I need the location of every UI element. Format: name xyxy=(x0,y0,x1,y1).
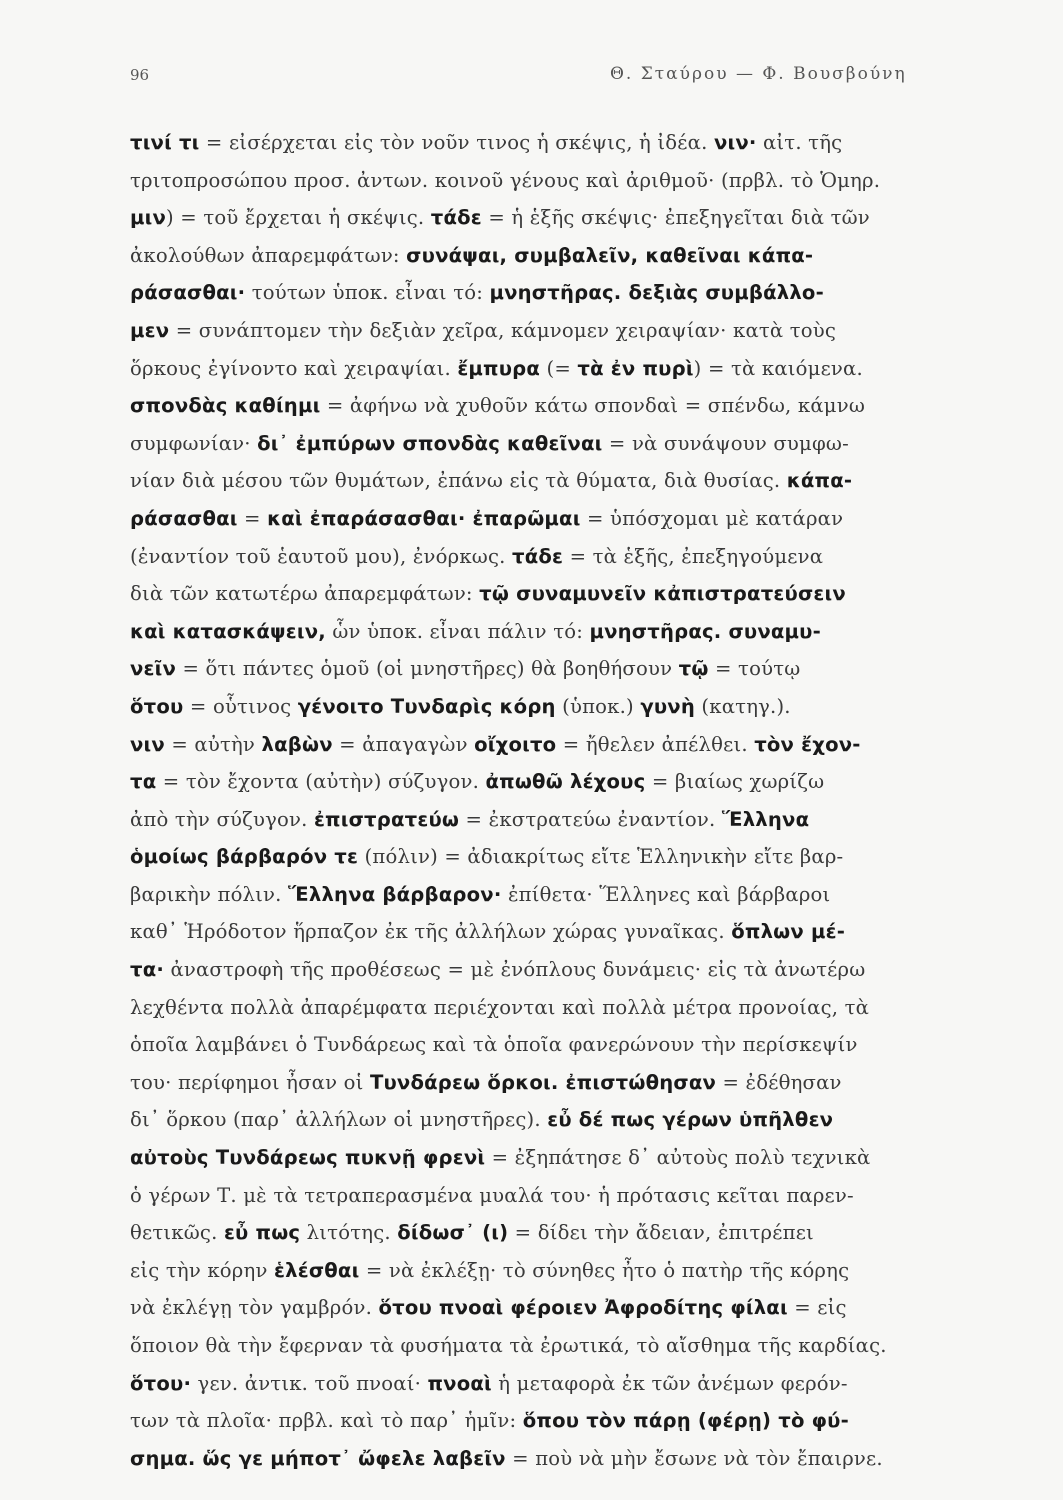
lemma-term: νεῖν xyxy=(130,657,177,681)
lemma-term: σημα. ὥς γε μήποτ᾽ ὤφελε λαβεῖν xyxy=(130,1446,506,1470)
text-line xyxy=(130,462,995,500)
text-line xyxy=(130,312,995,350)
lemma-term: μεν xyxy=(130,318,170,342)
lemma-term: ἀπωθῶ λέχους xyxy=(485,770,646,794)
gloss-text: = ὑπόσχομαι μὲ κατάραν xyxy=(580,506,844,530)
lemma-term: ὅπου τὸν πάρῃ (φέρῃ) τὸ φύ- xyxy=(522,1409,849,1433)
lemma-term: μιν xyxy=(130,206,166,230)
gloss-text: των τὰ πλοῖα· πρβλ. καὶ τὸ παρ᾽ ἡμῖν: xyxy=(130,1409,523,1433)
gloss-text: ἡ μεταφορὰ ἐκ τῶν ἀνέμων φερόν- xyxy=(491,1371,848,1395)
lemma-term: τα xyxy=(130,770,157,794)
gloss-text: θετικῶς. xyxy=(130,1221,224,1245)
lemma-term: τάδε xyxy=(430,206,482,230)
text-line xyxy=(130,274,995,312)
lemma-term: λαβὼν xyxy=(261,732,333,756)
gloss-text: ὅρκους ἐγίνοντο καὶ χειραψίαι. xyxy=(130,356,458,380)
lemma-term: αὐτοὺς Τυνδάρεως πυκνῇ φρενὶ xyxy=(130,1146,486,1170)
gloss-text: (ὑποκ.) xyxy=(555,694,641,718)
gloss-text: νὰ ἐκλέγῃ τὸν γαμβρόν. xyxy=(130,1296,379,1320)
text-line xyxy=(130,387,995,425)
text-line xyxy=(130,350,995,388)
lemma-term: εὖ δέ πως γέρων ὑπῆλθεν xyxy=(547,1108,834,1132)
gloss-text: ὁποῖα λαμβάνει ὁ Τυνδάρεως καὶ τὰ ὁποῖα φανερώνουν τὴν περίσκεψίν xyxy=(130,1033,858,1057)
gloss-text: = ὅτι πάντες ὁμοῦ (οἱ μνηστῆρες) θὰ βοηθήσουν xyxy=(176,657,679,681)
gloss-text: = ἐξηπάτησε δ᾽ αὐτοὺς πολὺ τεχνικὰ xyxy=(485,1146,871,1170)
lemma-term: ἐπιστρατεύω xyxy=(313,807,460,831)
lemma-term: ὁμοίως βάρβαρόν τε xyxy=(130,845,359,869)
gloss-text: ὁ γέρων Τ. μὲ τὰ τετραπερασμένα μυαλά του· ἡ πρότασις κεῖται παρεν- xyxy=(130,1183,854,1207)
lemma-term: τάδε xyxy=(512,544,564,568)
gloss-text: λιτότης. xyxy=(300,1221,398,1245)
gloss-text: = ποὺ νὰ μὴν ἔσωνε νὰ τὸν ἔπαιρνε. xyxy=(505,1446,883,1470)
gloss-text: ἀναστροφὴ τῆς προθέσεως = μὲ ἐνόπλους δυνάμεις· εἰς τὰ ἀνωτέρω xyxy=(164,958,866,982)
gloss-text: = ἡ ἑξῆς σκέψις· ἐπεξηγεῖται διὰ τῶν xyxy=(481,206,870,230)
text-line xyxy=(130,237,995,275)
gloss-text: (ἐναντίον τοῦ ἑαυτοῦ μου), ἐνόρκως. xyxy=(130,544,513,568)
gloss-text: = εἰσέρχεται εἰς τὸν νοῦν τινος ἡ σκέψις, ἡ ἰδέα. xyxy=(199,131,714,154)
gloss-text: = τὸν ἔχοντα (αὐτὴν) σύζυγον. xyxy=(156,770,486,794)
lemma-term: μνηστῆρας. δεξιὰς συμβάλλο- xyxy=(489,281,824,305)
text-line xyxy=(130,1139,995,1177)
gloss-text: ὅποιον θὰ τὴν ἔφερναν τὰ φυσήματα τὰ ἐρωτικά, τὸ αἴσθημα τῆς καρδίας. xyxy=(130,1334,887,1357)
text-line xyxy=(130,1214,995,1252)
lemma-term: γένοιτο Τυνδαρὶς κόρη xyxy=(297,694,556,718)
text-line xyxy=(130,538,995,576)
text-line xyxy=(130,1101,995,1139)
gloss-text: = συνάπτομεν τὴν δεξιὰν χεῖρα, κάμνομεν χειραψίαν· κατὰ τοὺς xyxy=(169,318,837,342)
text-line xyxy=(130,838,995,876)
text-line xyxy=(130,801,995,839)
text-line xyxy=(130,124,995,162)
lemma-term: οἴχοιτο xyxy=(474,732,557,756)
gloss-text: ἀκολούθων ἀπαρεμφάτων: xyxy=(130,243,407,267)
page-header xyxy=(130,48,990,88)
lemma-term: ὅτου· xyxy=(130,1371,192,1395)
lemma-term: ὅτου xyxy=(130,694,184,718)
text-line xyxy=(130,1064,995,1102)
lemma-term: ράσασθαι xyxy=(130,506,238,530)
lemma-term: καὶ κατασκάψειν, xyxy=(130,619,326,643)
gloss-text: (πόλιν) = ἀδιακρίτως εἴτε Ἑλληνικὴν εἴτε βαρ- xyxy=(358,845,844,869)
lemma-term: δι᾽ ἐμπύρων σπονδὰς καθεῖναι xyxy=(257,431,603,455)
gloss-text: = xyxy=(237,506,268,530)
text-line xyxy=(130,575,995,613)
gloss-text: τούτων ὑποκ. εἶναι τό: xyxy=(245,281,490,305)
lemma-term: τὸν ἔχον- xyxy=(754,732,861,756)
lemma-term: τῷ συναμυνεῖν κἀπιστρατεύσειν xyxy=(479,582,846,606)
text-line xyxy=(130,951,995,989)
running-head: Θ. Σταύρου — Φ. Βουσβούνη xyxy=(610,64,907,84)
gloss-text: ἐπίθετα· Ἕλληνες καὶ βάρβαροι xyxy=(501,882,831,906)
text-line xyxy=(130,913,995,951)
page-number: 96 xyxy=(130,66,150,84)
gloss-text: τριτοπροσώπου προσ. ἀντων. κοινοῦ γένους καὶ ἀριθμοῦ· (πρβλ. τὸ Ὁμηρ. xyxy=(130,168,881,192)
gloss-text: ) = τὰ καιόμενα. xyxy=(693,356,863,380)
lemma-term: Τυνδάρεω ὅρκοι. ἐπιστώθησαν xyxy=(369,1070,717,1094)
lemma-term: πνοαὶ xyxy=(427,1371,492,1395)
commentary-body xyxy=(130,124,995,1477)
gloss-text: = ἐδέθησαν xyxy=(716,1070,842,1094)
lemma-term: σπονδὰς καθίημι xyxy=(130,394,321,418)
gloss-text: = ἀπαγαγὼν xyxy=(332,732,475,756)
text-line xyxy=(130,876,995,914)
lemma-term: τῷ xyxy=(678,657,709,681)
gloss-text: (κατηγ.). xyxy=(695,694,791,718)
text-line xyxy=(130,989,995,1027)
gloss-text: ἀπὸ τὴν σύζυγον. xyxy=(130,807,314,831)
lemma-term: συνάψαι, συμβαλεῖν, καθεῖναι κάπα- xyxy=(406,243,814,267)
gloss-text: βαρικὴν πόλιν. xyxy=(130,882,289,906)
gloss-text: = ἐκστρατεύω ἐναντίον. xyxy=(459,807,722,831)
lemma-term: γυνὴ xyxy=(640,694,695,718)
gloss-text: δι᾽ ὅρκου (παρ᾽ ἀλλήλων οἱ μνηστῆρες). xyxy=(130,1108,548,1132)
lemma-term: Ἕλληνα xyxy=(721,807,810,831)
lemma-term: ἑλέσθαι xyxy=(274,1258,360,1282)
text-line xyxy=(130,688,995,726)
lemma-term: δίδωσ᾽ (ι) xyxy=(397,1221,509,1245)
lemma-term: νιν xyxy=(130,732,165,756)
gloss-text: ὧν ὑποκ. εἶναι πάλιν τό: xyxy=(325,619,590,643)
text-line xyxy=(130,1177,995,1215)
text-line xyxy=(130,1402,995,1440)
text-line xyxy=(130,1365,995,1403)
gloss-text: αἰτ. τῆς xyxy=(756,131,843,154)
gloss-text: = ἀφήνω νὰ χυθοῦν κάτω σπονδαὶ = σπένδω, κάμνω xyxy=(320,394,865,418)
gloss-text: = ἤθελεν ἀπέλθει. xyxy=(556,732,755,756)
gloss-text: καθ᾽ Ἡρόδοτον ἥρπαζον ἐκ τῆς ἀλλήλων χώρας γυναῖκας. xyxy=(130,920,732,944)
lemma-term: κάπα- xyxy=(786,469,853,493)
gloss-text: του· περίφημοι ἦσαν οἱ xyxy=(130,1070,370,1094)
lemma-term: νιν· xyxy=(713,131,757,154)
lemma-term: τινί τι xyxy=(130,131,200,154)
text-line xyxy=(130,650,995,688)
lemma-term: τὰ ἐν πυρὶ xyxy=(577,356,694,380)
text-line xyxy=(130,1327,995,1365)
gloss-text: λεχθέντα πολλὰ ἀπαρέμφατα περιέχονται καὶ πολλὰ μέτρα προνοίας, τὰ xyxy=(130,995,870,1019)
text-line xyxy=(130,1252,995,1290)
gloss-text: = εἰς xyxy=(787,1296,847,1320)
gloss-text: εἰς τὴν κόρην xyxy=(130,1258,274,1282)
text-line xyxy=(130,1289,995,1327)
gloss-text: συμφωνίαν· xyxy=(130,431,258,455)
text-line xyxy=(130,763,995,801)
text-line xyxy=(130,500,995,538)
lemma-term: μνηστῆρας. συναμυ- xyxy=(589,619,821,643)
gloss-text: νίαν διὰ μέσου τῶν θυμάτων, ἐπάνω εἰς τὰ θύματα, διὰ θυσίας. xyxy=(130,469,787,493)
text-line xyxy=(130,425,995,463)
gloss-text: = τὰ ἑξῆς, ἐπεξηγούμενα xyxy=(563,544,824,568)
text-line xyxy=(130,1026,995,1064)
lemma-term: ὅτου πνοαὶ φέροιεν Ἀφροδίτης φίλαι xyxy=(378,1296,788,1320)
gloss-text: = αὐτὴν xyxy=(164,732,262,756)
text-line xyxy=(130,613,995,651)
text-line xyxy=(130,199,995,237)
gloss-text: = νὰ συνάψουν συμφω- xyxy=(602,431,849,455)
lemma-term: Ἕλληνα βάρβαρον· xyxy=(288,882,502,906)
lemma-term: τα· xyxy=(130,958,165,982)
lemma-term: καὶ ἐπαράσασθαι· ἐπαρῶμαι xyxy=(267,506,581,530)
gloss-text: = δίδει τὴν ἄδειαν, ἐπιτρέπει xyxy=(508,1221,814,1245)
text-line xyxy=(130,726,995,764)
gloss-text: = τούτῳ xyxy=(708,657,801,681)
lemma-term: ἔμπυρα xyxy=(457,356,541,380)
gloss-text: ) = τοῦ ἔρχεται ἡ σκέψις. xyxy=(166,206,431,230)
lemma-term: ὅπλων μέ- xyxy=(731,920,846,944)
gloss-text: διὰ τῶν κατωτέρω ἀπαρεμφάτων: xyxy=(130,582,480,606)
gloss-text: γεν. ἀντικ. τοῦ πνοαί· xyxy=(191,1371,428,1395)
lemma-term: ράσασθαι· xyxy=(130,281,246,305)
gloss-text: = βιαίως χωρίζω xyxy=(645,770,825,794)
gloss-text: = νὰ ἐκλέξῃ· τὸ σύνηθες ἦτο ὁ πατὴρ τῆς κόρης xyxy=(359,1258,850,1282)
text-line xyxy=(130,162,995,200)
text-line xyxy=(130,1440,995,1478)
gloss-text: (= xyxy=(540,356,578,380)
lemma-term: εὖ πως xyxy=(223,1221,301,1245)
gloss-text: = οὗτινος xyxy=(183,694,298,718)
